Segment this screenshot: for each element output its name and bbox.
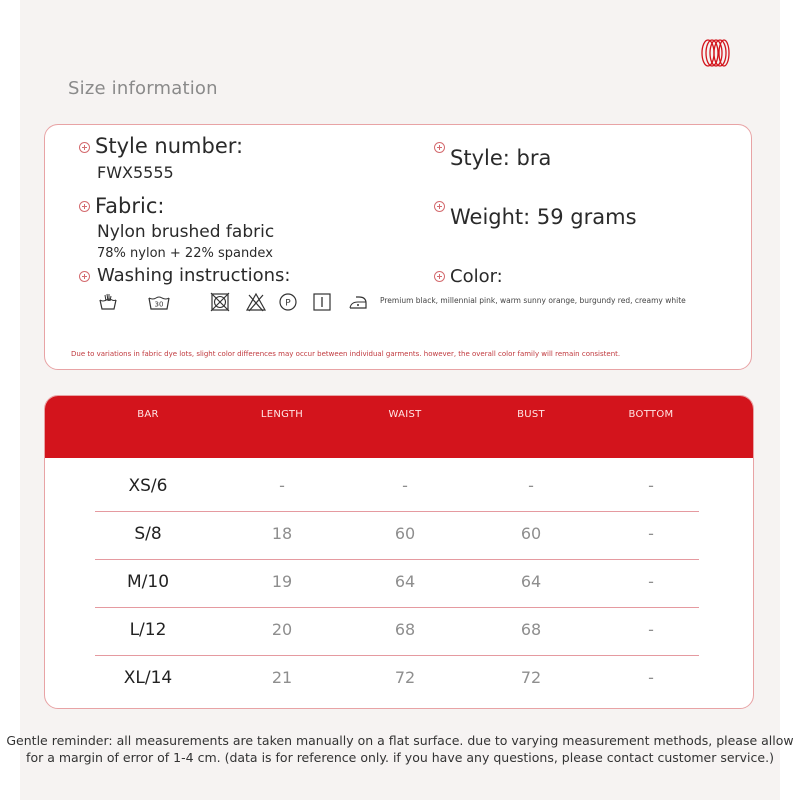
size-cell: L/12 — [129, 620, 167, 640]
bust-cell: 68 — [520, 620, 542, 639]
waist-cell: - — [402, 476, 408, 495]
size-cell: XL/14 — [123, 668, 173, 688]
style-label: Style: bra — [450, 146, 552, 170]
measurement-reminder — [0, 732, 800, 766]
table-row — [95, 608, 699, 656]
plus-circle-icon — [434, 201, 445, 212]
size-table-header — [45, 396, 753, 458]
length-cell: - — [279, 476, 285, 495]
style-number-value: FWX5555 — [97, 163, 174, 182]
dry-clean-p-icon — [277, 291, 299, 313]
header-waist: WAIST — [388, 409, 422, 420]
length-cell: 18 — [271, 524, 293, 543]
waist-cell: 64 — [394, 572, 416, 591]
plus-circle-icon — [79, 201, 90, 212]
table-row — [95, 464, 699, 512]
waist-cell: 60 — [394, 524, 416, 543]
table-row — [95, 656, 699, 704]
color-value: Premium black, millennial pink, warm sunny orange, burgundy red, creamy white — [380, 296, 686, 305]
bust-cell: - — [528, 476, 534, 495]
product-info-card — [44, 124, 752, 370]
fabric-value: Nylon brushed fabric — [97, 222, 275, 242]
section-title: Size information — [68, 78, 218, 99]
reminder-line-1: Gentle reminder: all measurements are taken manually on a flat surface. due to varying measurement methods, please allow — [6, 733, 794, 748]
table-row — [95, 560, 699, 608]
bottom-cell: - — [648, 524, 654, 543]
color-label: Color: — [450, 266, 503, 287]
bottom-cell: - — [648, 668, 654, 687]
waist-cell: 72 — [394, 668, 416, 687]
header-bar: BAR — [137, 409, 159, 420]
no-tumble-dry-icon — [209, 291, 231, 313]
plus-circle-icon — [79, 142, 90, 153]
fabric-composition: 78% nylon + 22% spandex — [97, 246, 273, 261]
plus-circle-icon — [79, 271, 90, 282]
plus-circle-icon — [434, 142, 445, 153]
line-dry-icon — [311, 291, 333, 313]
color-disclaimer: Due to variations in fabric dye lots, slight color differences may occur between individual garments. however, the overall color family will remain consistent. — [71, 350, 621, 358]
wash-30-icon — [147, 291, 171, 313]
table-row — [95, 512, 699, 560]
header-bust: BUST — [517, 409, 545, 420]
fabric-label: Fabric: — [95, 194, 165, 218]
header-bottom: BOTTOM — [628, 409, 674, 420]
length-cell: 20 — [271, 620, 293, 639]
size-cell: M/10 — [126, 572, 170, 592]
bust-cell: 72 — [520, 668, 542, 687]
bottom-cell: - — [648, 620, 654, 639]
bust-cell: 64 — [520, 572, 542, 591]
bust-cell: 60 — [520, 524, 542, 543]
length-cell: 19 — [271, 572, 293, 591]
bottom-cell: - — [648, 572, 654, 591]
waist-cell: 68 — [394, 620, 416, 639]
size-chart-card — [44, 395, 754, 709]
header-length: LENGTH — [260, 409, 304, 420]
iron-low-icon — [347, 291, 369, 313]
length-cell: 21 — [271, 668, 293, 687]
svg-text:P: P — [285, 298, 291, 309]
svg-text:30: 30 — [154, 300, 164, 309]
hand-wash-icon — [97, 291, 119, 313]
reminder-line-2: for a margin of error of 1-4 cm. (data is for reference only. if you have any questions, please contact customer service.) — [26, 750, 774, 765]
style-number-label: Style number: — [95, 134, 244, 158]
no-bleach-icon — [245, 291, 267, 313]
washing-instructions-label: Washing instructions: — [97, 265, 291, 286]
plus-circle-icon — [434, 271, 445, 282]
size-cell: XS/6 — [128, 476, 168, 496]
bottom-cell: - — [648, 476, 654, 495]
size-cell: S/8 — [134, 524, 162, 544]
weight-label: Weight: 59 grams — [450, 205, 637, 229]
brand-logo-icon — [700, 38, 730, 68]
